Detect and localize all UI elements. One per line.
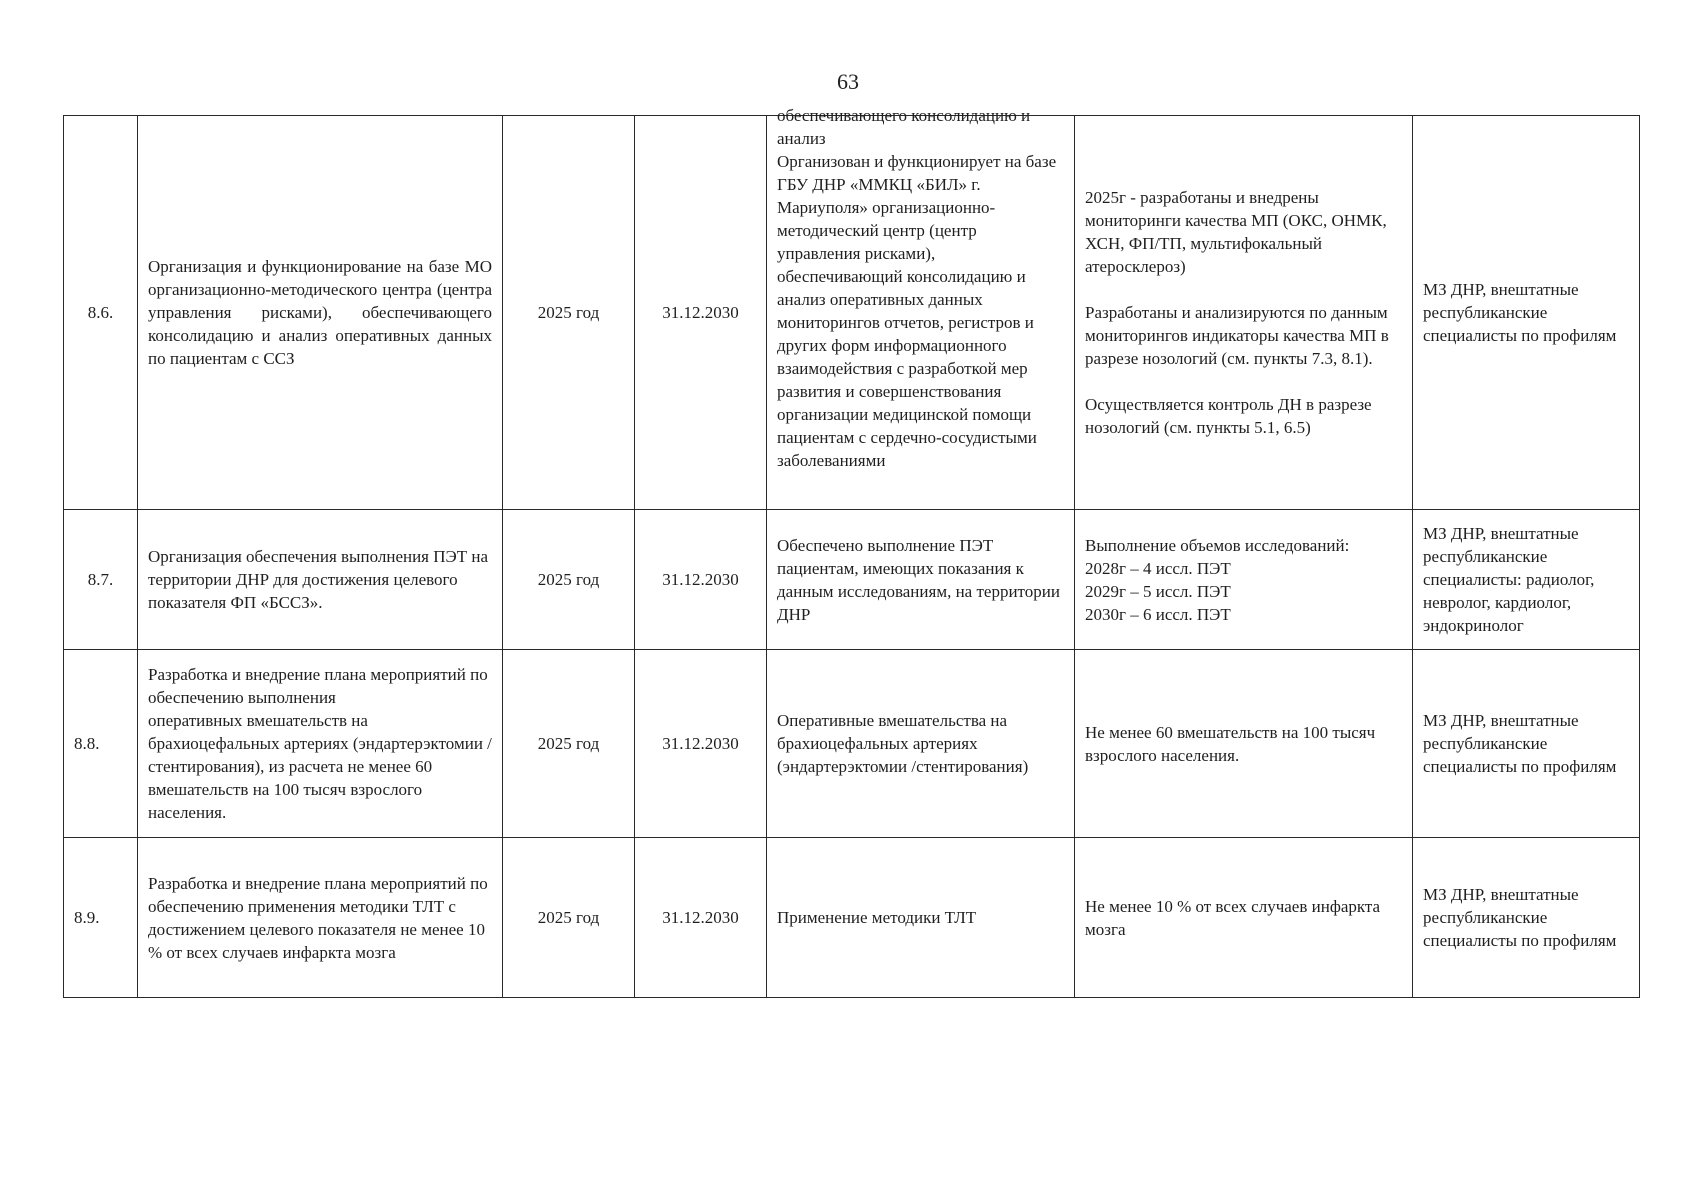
activity-name: Разработка и внедрение плана мероприятий по обеспечению применения методики ТЛТ с достижением целевого показателя не менее 10 % от всех случаев инфаркта мозга [138, 838, 503, 998]
responsible-party: МЗ ДНР, внештатные республиканские специалисты: радиолог, невролог, кардиолог, эндокринолог [1413, 510, 1640, 650]
responsible-party: МЗ ДНР, внештатные республиканские специалисты по профилям [1413, 650, 1640, 838]
end-date: 31.12.2030 [635, 650, 767, 838]
table-row [64, 116, 1640, 510]
target-indicator [1075, 510, 1413, 650]
activity-name: Организация и функционирование на базе МО организационно-методического центра (центра управления рисками), обеспечивающего консолидацию и анализ оперативных данных по пациентам с ССЗ [138, 116, 503, 510]
table-row [64, 510, 1640, 650]
expected-result: Применение методики ТЛТ [767, 838, 1075, 998]
page-number: 63 [837, 69, 859, 94]
indicator-paragraph: 2025г - разработаны и внедрены мониторинги качества МП (ОКС, ОНМК, ХСН, ФП/ТП, мультифокальный атеросклероз) [1085, 188, 1387, 276]
end-date: 31.12.2030 [635, 510, 767, 650]
row-number: 8.6. [64, 116, 138, 510]
start-date: 2025 год [503, 838, 635, 998]
end-date: 31.12.2030 [635, 116, 767, 510]
row-number: 8.8. [64, 650, 138, 838]
row-number: 8.9. [64, 838, 138, 998]
expected-result: Оперативные вмешательства на брахиоцефальных артериях (эндартерэктомии /стентирования) [767, 650, 1075, 838]
responsible-party: МЗ ДНР, внештатные республиканские специалисты по профилям [1413, 838, 1640, 998]
indicator-paragraph: Разработаны и анализируются по данным мониторингов индикаторы качества МП в разрезе нозологий (см. пункты 7.3, 8.1). [1085, 303, 1389, 368]
indicator-line: 2028г – 4 иссл. ПЭТ [1085, 558, 1231, 578]
start-date: 2025 год [503, 510, 635, 650]
indicator-line: 2030г – 6 иссл. ПЭТ [1085, 604, 1231, 624]
activity-plan-table [63, 106, 1640, 998]
result-text: Организован и функционирует на базе ГБУ ДНР «ММКЦ «БИЛ» г. Мариуполя» организационно-методический центр (центр управления рисками), обеспечивающий консолидацию и анализ оперативных данных мониторингов отчетов, регистров и других форм информационного взаимодействия с разработкой мер развития и совершенствования организации медицинской помощи пациентам с сердечно-сосудистыми заболеваниями [777, 152, 1057, 470]
activity-name: Организация обеспечения выполнения ПЭТ на территории ДНР для достижения целевого показателя ФП «БССЗ». [138, 510, 503, 650]
indicator-line: 2029г – 5 иссл. ПЭТ [1085, 581, 1231, 601]
row-number: 8.7. [64, 510, 138, 650]
end-date: 31.12.2030 [635, 838, 767, 998]
expected-result: Обеспечено выполнение ПЭТ пациентам, имеющих показания к данным исследованиям, на территории ДНР [767, 510, 1075, 650]
responsible-party: МЗ ДНР, внештатные республиканские специалисты по профилям [1413, 116, 1640, 510]
start-date: 2025 год [503, 116, 635, 510]
expected-result [767, 106, 1075, 510]
result-top-fragment: обеспечивающего консолидацию и анализ [777, 106, 1031, 148]
start-date: 2025 год [503, 650, 635, 838]
target-indicator: Не менее 10 % от всех случаев инфаркта мозга [1075, 838, 1413, 998]
target-indicator: Не менее 60 вмешательств на 100 тысяч взрослого населения. [1075, 650, 1413, 838]
indicator-line: Выполнение объемов исследований: [1085, 535, 1350, 555]
activity-name-line: Разработка и внедрение плана мероприятий по обеспечению выполнения [148, 665, 488, 707]
target-indicator [1075, 116, 1413, 510]
activity-name [138, 650, 503, 838]
indicator-paragraph: Осуществляется контроль ДН в разрезе нозологий (см. пункты 5.1, 6.5) [1085, 395, 1372, 437]
table-row [64, 838, 1640, 998]
activity-name-line: оперативных вмешательств на брахиоцефальных артериях (эндартерэктомии /стентирования), из расчета не менее 60 вмешательств на 100 тысяч взрослого населения. [148, 711, 492, 822]
table-row [64, 650, 1640, 838]
